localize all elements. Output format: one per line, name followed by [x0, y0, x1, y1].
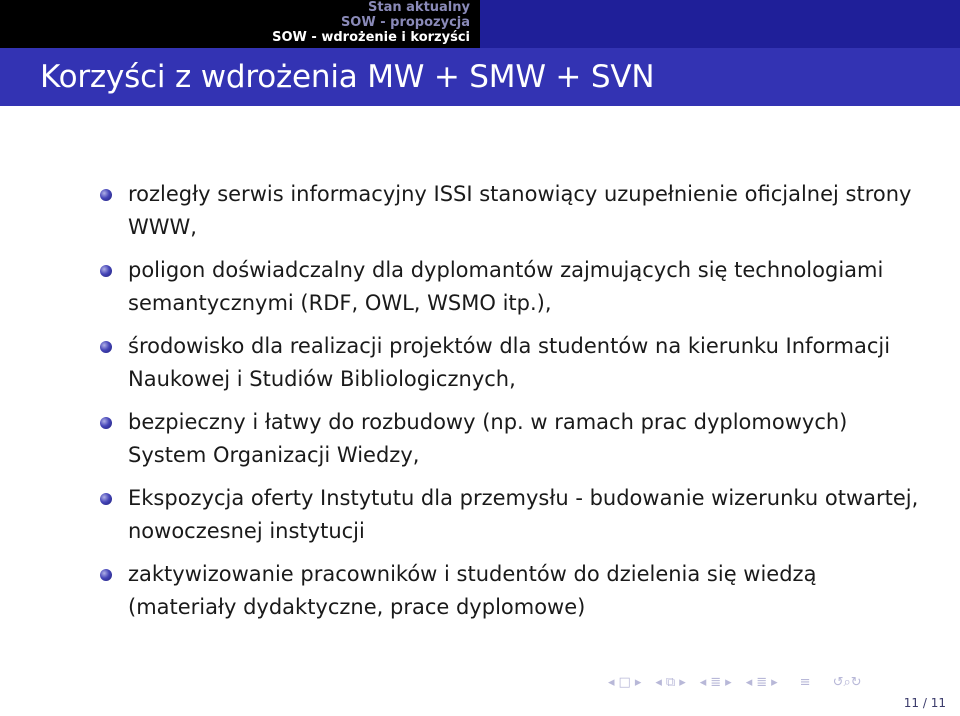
- list-item: [100, 178, 920, 244]
- nav-section-stan-aktualny[interactable]: Stan aktualny: [368, 0, 470, 15]
- frame-title-bar: [0, 48, 960, 106]
- frame-title: Korzyści z wdrożenia MW + SMW + SVN: [40, 59, 655, 95]
- page-number: 11 / 11: [903, 696, 946, 710]
- bullet-icon: [100, 265, 112, 277]
- beamer-nav-symbols: [608, 672, 956, 692]
- nav-subsection-icon[interactable]: ≣: [710, 674, 722, 690]
- nav-next-slide-icon[interactable]: ▸: [634, 674, 642, 690]
- nav-frame-icon[interactable]: ⧉: [665, 674, 676, 690]
- bullet-icon: [100, 341, 112, 353]
- list-item: [100, 254, 920, 320]
- bullet-icon: [100, 189, 112, 201]
- list-item: [100, 558, 920, 624]
- nav-document-icon[interactable]: ≡: [799, 674, 811, 690]
- list-item-text: poligon doświadczalny dla dyplomantów zajmujących się technologiami semantycznymi (RDF, OWL, WSMO itp.),: [128, 258, 884, 315]
- nav-next-frame-icon[interactable]: ▸: [679, 674, 686, 690]
- list-item: [100, 482, 920, 548]
- bullet-icon: [100, 569, 112, 581]
- bullet-icon: [100, 417, 112, 429]
- nav-section-sow-wdrozenie[interactable]: SOW - wdrożenie i korzyści: [272, 30, 470, 45]
- nav-prev-frame-icon[interactable]: ◂: [655, 674, 662, 690]
- nav-section-icon[interactable]: ≣: [756, 674, 768, 690]
- list-item-text: bezpieczny i łatwy do rozbudowy (np. w ramach prac dyplomowych) System Organizacji Wiedzy,: [128, 410, 848, 467]
- headline-right: [480, 0, 960, 48]
- nav-prev-slide-icon[interactable]: ◂: [608, 674, 615, 690]
- headline-bar: [0, 0, 960, 48]
- list-item-text: środowisko dla realizacji projektów dla studentów na kierunku Informacji Naukowej i Studiów Bibliologicznych,: [128, 334, 891, 391]
- nav-section-sow-propozycja[interactable]: SOW - propozycja: [340, 15, 470, 30]
- bullet-list: [100, 178, 920, 634]
- list-item: [100, 406, 920, 472]
- list-item-text: rozległy serwis informacyjny ISSI stanowiący uzupełnienie oficjalnej strony WWW,: [128, 182, 912, 239]
- list-item-text: zaktywizowanie pracowników i studentów do dzielenia się wiedzą (materiały dydaktyczne, prace dyplomowe): [128, 562, 817, 619]
- list-item-text: Ekspozycja oferty Instytutu dla przemysłu - budowanie wizerunku otwartej, nowoczesnej instytucji: [128, 486, 919, 543]
- nav-prev-section-icon[interactable]: ◂: [745, 674, 753, 690]
- nav-slide-icon[interactable]: □: [618, 674, 631, 690]
- nav-next-subsection-icon[interactable]: ▸: [725, 674, 732, 690]
- nav-prev-subsection-icon[interactable]: ◂: [699, 674, 707, 690]
- nav-search-back-forward-icon[interactable]: ↺⌕↻: [832, 674, 862, 690]
- bullet-icon: [100, 493, 112, 505]
- nav-next-section-icon[interactable]: ▸: [771, 674, 778, 690]
- list-item: [100, 330, 920, 396]
